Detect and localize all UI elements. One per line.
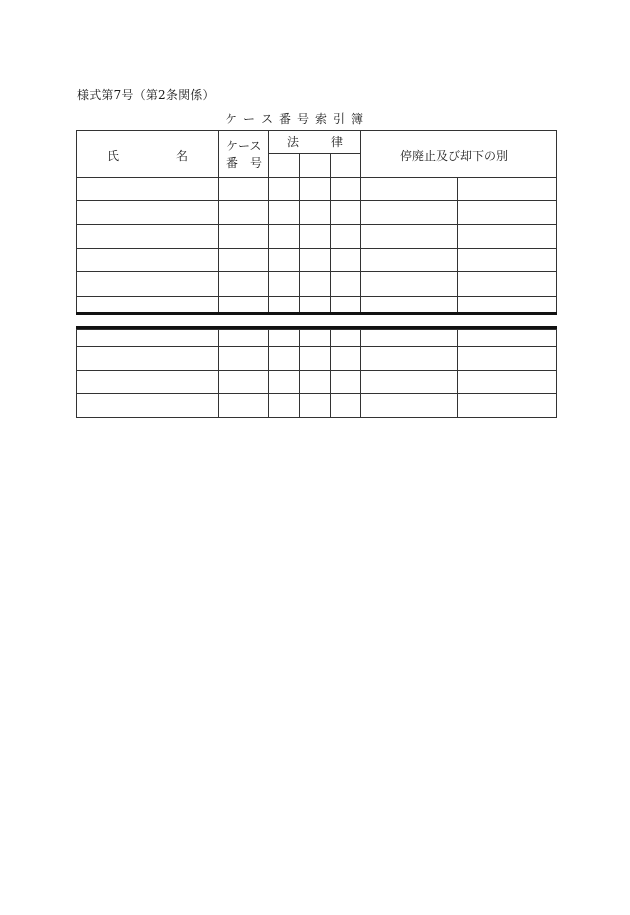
table-cell — [219, 201, 268, 224]
table-cell — [458, 225, 556, 248]
table-rule — [330, 153, 331, 177]
table-rule — [556, 177, 557, 312]
table-cell — [331, 178, 360, 200]
table-cell — [77, 201, 218, 224]
table-cell — [77, 272, 218, 296]
table-cell — [269, 178, 299, 200]
table-cell — [300, 225, 330, 248]
table-cell — [219, 272, 268, 296]
table-cell — [458, 394, 556, 417]
table-cell — [269, 297, 299, 312]
table-cell — [219, 371, 268, 393]
table-cell — [300, 178, 330, 200]
table-cell — [219, 330, 268, 346]
table-cell — [219, 249, 268, 271]
table-cell — [300, 201, 330, 224]
header-name-1: 氏 — [107, 149, 120, 163]
table-cell — [331, 330, 360, 346]
table-cell — [458, 347, 556, 370]
table-cell — [269, 330, 299, 346]
table-cell — [331, 249, 360, 271]
table-cell — [458, 249, 556, 271]
form-title-char: 号 — [296, 112, 309, 126]
table-rule — [76, 130, 557, 131]
table-cell — [77, 347, 218, 370]
table-cell — [361, 201, 457, 224]
table-rule — [76, 417, 557, 418]
table-cell — [300, 272, 330, 296]
form-number: 様式第7号（第2条関係） — [77, 88, 215, 102]
header-case-number-1: ケース — [226, 139, 262, 153]
table-rule — [76, 130, 77, 177]
section-break-line — [76, 312, 557, 315]
table-rule — [268, 153, 360, 154]
table-cell — [361, 272, 457, 296]
form-title-char: ス — [260, 112, 273, 126]
table-rule — [268, 130, 269, 177]
table-cell — [269, 201, 299, 224]
table-rule — [556, 329, 557, 417]
table-cell — [361, 297, 457, 312]
form-title-char: 索 — [314, 112, 327, 126]
header-law-2: 律 — [331, 135, 344, 149]
table-cell — [331, 347, 360, 370]
header-name-2: 名 — [176, 149, 189, 163]
table-cell — [361, 330, 457, 346]
table-cell — [269, 225, 299, 248]
header-law-1: 法 — [287, 135, 300, 149]
form-title-char: 簿 — [350, 112, 363, 126]
table-cell — [219, 225, 268, 248]
table-cell — [300, 249, 330, 271]
table-cell — [269, 371, 299, 393]
table-cell — [331, 394, 360, 417]
table-cell — [361, 178, 457, 200]
form-title-char: 番 — [278, 112, 291, 126]
table-cell — [300, 347, 330, 370]
table-cell — [269, 347, 299, 370]
table-rule — [360, 130, 361, 177]
table-cell — [331, 297, 360, 312]
table-cell — [77, 249, 218, 271]
form-title-char: 引 — [332, 112, 345, 126]
table-rule — [299, 153, 300, 177]
table-cell — [331, 225, 360, 248]
table-cell — [77, 225, 218, 248]
table-cell — [77, 371, 218, 393]
form-title — [222, 110, 366, 127]
table-cell — [361, 347, 457, 370]
table-cell — [458, 297, 556, 312]
table-cell — [219, 347, 268, 370]
table-cell — [331, 371, 360, 393]
table-cell — [219, 297, 268, 312]
table-cell — [269, 272, 299, 296]
table-cell — [269, 249, 299, 271]
table-cell — [458, 371, 556, 393]
table-cell — [77, 330, 218, 346]
table-cell — [458, 330, 556, 346]
table-cell — [361, 371, 457, 393]
table-cell — [361, 249, 457, 271]
table-cell — [300, 297, 330, 312]
table-cell — [219, 394, 268, 417]
table-rule — [218, 130, 219, 177]
header-case-number-2: 番 号 — [226, 156, 263, 170]
table-cell — [77, 394, 218, 417]
table-cell — [458, 178, 556, 200]
table-cell — [77, 178, 218, 200]
form-title-char: ー — [242, 112, 255, 126]
table-cell — [458, 272, 556, 296]
table-cell — [361, 394, 457, 417]
table-rule — [556, 130, 557, 177]
table-cell — [77, 297, 218, 312]
table-cell — [331, 201, 360, 224]
table-cell — [300, 330, 330, 346]
table-cell — [361, 225, 457, 248]
table-cell — [300, 371, 330, 393]
table-cell — [331, 272, 360, 296]
table-cell — [458, 201, 556, 224]
header-result: 停廃止及び却下の別 — [400, 149, 509, 163]
table-cell — [300, 394, 330, 417]
table-cell — [269, 394, 299, 417]
table-cell — [219, 178, 268, 200]
form-title-char: ケ — [224, 112, 237, 126]
